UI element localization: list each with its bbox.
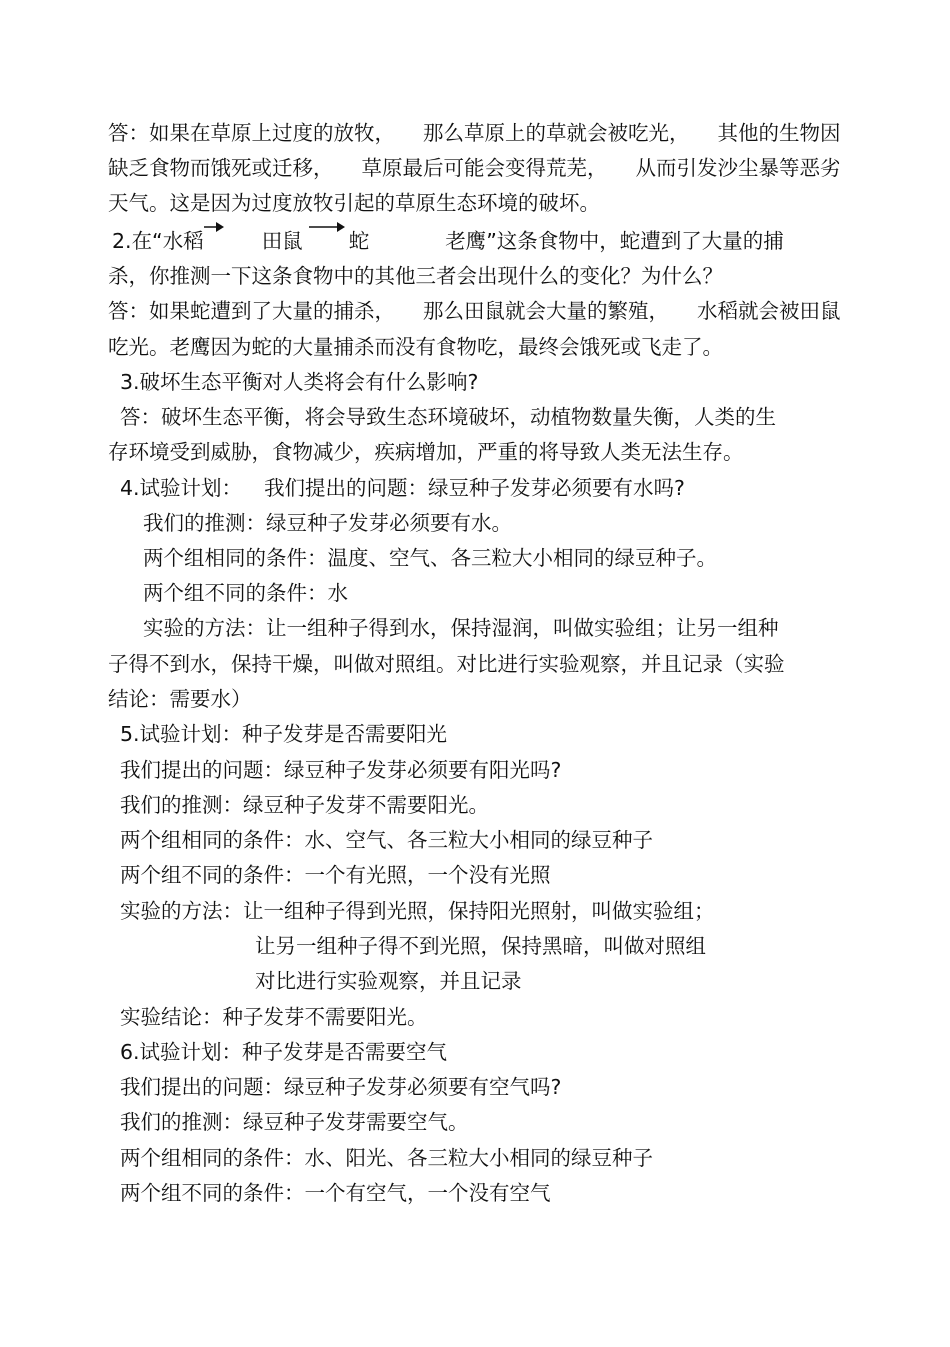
q1-answer-line-3: 天气。这是因为过度放牧引起的草原生态环境的破坏。 [108, 191, 600, 215]
food-chain-item-snake: 蛇 [348, 229, 370, 253]
q6-title: 6.试验计划：种子发芽是否需要空气 [120, 1040, 448, 1064]
q3-answer-line-2: 存环境受到威胁，食物减少，疾病增加，严重的将导致人类无法生存。 [108, 440, 744, 464]
food-chain-item-eagle: 老鹰 [445, 229, 487, 253]
food-chain-item-field-mouse: 田鼠 [261, 229, 303, 253]
q5-method-line-1: 实验的方法：让一组种子得到光照，保持阳光照射，叫做实验组； [120, 899, 715, 923]
q5-same-conditions: 两个组相同的条件：水、空气、各三粒大小相同的绿豆种子 [120, 828, 653, 852]
q2-suffix: ”这条食物中，蛇遭到了大量的捕 [486, 229, 784, 253]
q1-answer-line-1 [108, 120, 841, 146]
q2-number: 2. [112, 229, 132, 253]
q5-hypothesis: 我们的推测：绿豆种子发芽不需要阳光。 [120, 793, 489, 817]
q4-hypothesis: 我们的推测：绿豆种子发芽必须要有水。 [143, 511, 512, 535]
food-chain-item-rice: 水稻 [162, 229, 204, 253]
q4-title-label: 4.试验计划： [120, 476, 243, 500]
q2-answer-text: 那么田鼠就会大量的繁殖， [423, 299, 669, 323]
q4-title [120, 475, 685, 501]
q4-question: 我们提出的问题：绿豆种子发芽必须要有水吗? [264, 476, 685, 500]
q5-title: 5.试验计划：种子发芽是否需要阳光 [120, 722, 448, 746]
q5-method-line-2: 让另一组种子得不到光照，保持黑暗，叫做对照组 [255, 934, 706, 958]
q1-answer-text: 缺乏食物而饿死或迁移， [108, 156, 334, 180]
q2-answer-line-2: 吃光。老鹰因为蛇的大量捕杀而没有食物吃，最终会饿死或飞走了。 [108, 335, 723, 359]
q2-prefix: 在“ [131, 229, 163, 253]
q4-same-conditions: 两个组相同的条件：温度、空气、各三粒大小相同的绿豆种子。 [143, 546, 717, 570]
q1-answer-text: 其他的生物因 [717, 121, 841, 145]
q5-different-conditions: 两个组不同的条件：一个有光照，一个没有光照 [120, 863, 551, 887]
q2-answer-text: 答：如果蛇遭到了大量的捕杀， [108, 299, 395, 323]
q5-conclusion: 实验结论：种子发芽不需要阳光。 [120, 1005, 428, 1029]
q5-question: 我们提出的问题：绿豆种子发芽必须要有阳光吗? [120, 758, 562, 782]
q4-method-line-1: 实验的方法：让一组种子得到水，保持湿润，叫做实验组；让另一组种 [143, 616, 779, 640]
q1-answer-text: 那么草原上的草就会被吃光， [423, 121, 690, 145]
q5-method-line-3: 对比进行实验观察，并且记录 [255, 969, 522, 993]
q6-different-conditions: 两个组不同的条件：一个有空气，一个没有空气 [120, 1181, 551, 1205]
q1-answer-text: 从而引发沙尘暴等恶劣 [635, 156, 841, 180]
q4-method-line-2: 子得不到水，保持干燥，叫做对照组。对比进行实验观察，并且记录（实验 [108, 652, 785, 676]
q2-answer-line-1 [108, 298, 841, 324]
q2-question-line-2: 杀，你推测一下这条食物中的其他三者会出现什么的变化？为什么？ [108, 264, 723, 288]
q4-method-line-3: 结论：需要水） [108, 687, 252, 711]
q6-hypothesis: 我们的推测：绿豆种子发芽需要空气。 [120, 1110, 469, 1134]
q2-question-line-1 [112, 228, 784, 254]
q6-question: 我们提出的问题：绿豆种子发芽必须要有空气吗? [120, 1075, 562, 1099]
q4-different-conditions: 两个组不同的条件：水 [143, 581, 348, 605]
q2-answer-text: 水稻就会被田鼠 [697, 299, 841, 323]
q1-answer-text: 答：如果在草原上过度的放牧， [108, 121, 395, 145]
q1-answer-line-2 [108, 155, 841, 181]
q1-answer-text: 草原最后可能会变得荒芜， [361, 156, 608, 180]
q6-same-conditions: 两个组相同的条件：水、阳光、各三粒大小相同的绿豆种子 [120, 1146, 653, 1170]
q3-question: 3.破坏生态平衡对人类将会有什么影响? [120, 370, 479, 394]
q3-answer-line-1: 答：破坏生态平衡，将会导致生态环境破坏，动植物数量失衡，人类的生 [120, 405, 776, 429]
